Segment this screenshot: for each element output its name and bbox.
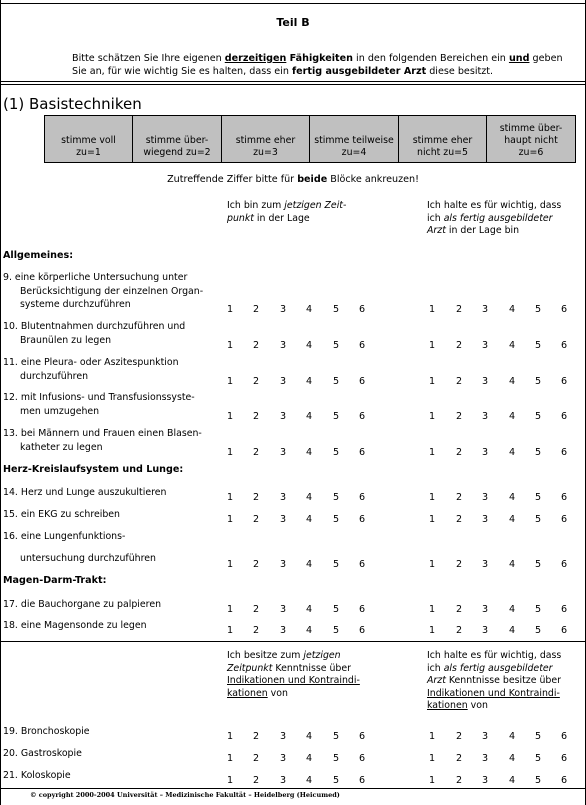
rating-option-left-4[interactable]: 4 [306, 304, 313, 315]
rating-option-left-6[interactable]: 6 [359, 447, 366, 458]
question-text-line: Berücksichtigung der einzelnen Organ- [20, 285, 204, 297]
rating-option-left-1[interactable]: 1 [227, 625, 234, 636]
rating-option-right-5[interactable]: 5 [535, 731, 542, 742]
rating-option-right-4[interactable]: 4 [509, 731, 516, 742]
rating-option-left-5[interactable]: 5 [333, 340, 340, 351]
rating-option-left-4[interactable]: 4 [306, 559, 313, 570]
question-item [3, 356, 218, 383]
question-text-line: untersuchung durchzuführen [20, 552, 156, 564]
question-text-line: 14. Herz und Lunge auszukultieren [3, 487, 167, 498]
rating-option-right-6[interactable]: 6 [561, 304, 568, 315]
rating-option-left-2[interactable]: 2 [253, 625, 260, 636]
question-text-line: 18. eine Magensonde zu legen [3, 620, 147, 631]
question-item [3, 427, 218, 454]
question-text-line: 15. ein EKG zu schreiben [3, 509, 121, 520]
rating-option-right-6[interactable]: 6 [561, 753, 568, 764]
rating-option-right-4[interactable]: 4 [509, 625, 516, 636]
rating-option-left-6[interactable]: 6 [359, 731, 366, 742]
rating-option-left-1[interactable]: 1 [227, 559, 234, 570]
rating-option-left-5[interactable]: 5 [333, 775, 340, 786]
rating-option-left-3[interactable]: 3 [280, 604, 287, 615]
question-text-line: 9. eine körperliche Untersuchung unter [3, 272, 188, 283]
question-item [3, 320, 218, 347]
rating-option-left-3[interactable]: 3 [280, 492, 287, 503]
header-divider-1 [0, 81, 586, 82]
rating-option-right-2[interactable]: 2 [456, 376, 463, 387]
rating-option-right-3[interactable]: 3 [482, 775, 489, 786]
rating-option-right-1[interactable]: 1 [429, 514, 436, 525]
rating-option-right-5[interactable]: 5 [535, 492, 542, 503]
top-divider [0, 3, 586, 4]
rating-option-left-6[interactable]: 6 [359, 604, 366, 615]
question-item [3, 391, 218, 418]
rating-option-left-2[interactable]: 2 [253, 340, 260, 351]
rating-option-right-3[interactable]: 3 [482, 753, 489, 764]
rating-option-right-1[interactable]: 1 [429, 304, 436, 315]
question-text-line: 20. Gastroskopie [3, 748, 82, 759]
rating-option-left-2[interactable]: 2 [253, 775, 260, 786]
rating-option-left-4[interactable]: 4 [306, 604, 313, 615]
rating-option-left-2[interactable]: 2 [253, 604, 260, 615]
rating-option-right-1[interactable]: 1 [429, 340, 436, 351]
rating-option-right-6[interactable]: 6 [561, 447, 568, 458]
rating-option-left-5[interactable]: 5 [333, 753, 340, 764]
rating-option-left-1[interactable]: 1 [227, 775, 234, 786]
rating-option-left-4[interactable]: 4 [306, 340, 313, 351]
rating-option-left-3[interactable]: 3 [280, 731, 287, 742]
question-item [3, 747, 218, 761]
rating-option-left-1[interactable]: 1 [227, 604, 234, 615]
question-item [3, 486, 218, 500]
question-item [3, 619, 218, 633]
rating-option-left-6[interactable]: 6 [359, 775, 366, 786]
rating-option-right-3[interactable]: 3 [482, 625, 489, 636]
rating-option-right-1[interactable]: 1 [429, 376, 436, 387]
rating-option-left-3[interactable]: 3 [280, 411, 287, 422]
rating-option-left-5[interactable]: 5 [333, 411, 340, 422]
question-text-line: 21. Koloskopie [3, 770, 71, 781]
rating-option-right-5[interactable]: 5 [535, 447, 542, 458]
block1-right-heading: Ich halte es für wichtig, dass ich als fertig ausgebildeter Arzt in der Lage bin [427, 200, 562, 236]
rating-option-right-6[interactable]: 6 [561, 514, 568, 525]
rating-option-left-4[interactable]: 4 [306, 492, 313, 503]
rating-option-left-4[interactable]: 4 [306, 753, 313, 764]
rating-option-right-6[interactable]: 6 [561, 376, 568, 387]
rating-option-left-6[interactable]: 6 [359, 376, 366, 387]
rating-option-right-4[interactable]: 4 [509, 514, 516, 525]
rating-option-right-3[interactable]: 3 [482, 604, 489, 615]
question-text-line [3, 544, 218, 552]
rating-option-left-5[interactable]: 5 [333, 731, 340, 742]
category-allgemeines: Allgemeines: [3, 250, 74, 261]
rating-option-right-6[interactable]: 6 [561, 559, 568, 570]
rating-option-right-5[interactable]: 5 [535, 559, 542, 570]
rating-option-right-1[interactable]: 1 [429, 492, 436, 503]
rating-option-left-6[interactable]: 6 [359, 492, 366, 503]
rating-option-left-3[interactable]: 3 [280, 775, 287, 786]
scale-cell-1: stimme voll zu=1 [44, 115, 133, 163]
rating-option-left-4[interactable]: 4 [306, 411, 313, 422]
question-item [3, 271, 218, 312]
question-text-line: 12. mit Infusions- und Transfusionssyste- [3, 392, 195, 403]
question-item [3, 530, 218, 565]
rating-option-right-2[interactable]: 2 [456, 559, 463, 570]
rating-option-right-4[interactable]: 4 [509, 304, 516, 315]
bottom-divider [0, 788, 586, 789]
block1-left-heading: Ich bin zum jetzigen Zeit- punkt in der Lage [227, 200, 347, 224]
rating-option-right-4[interactable]: 4 [509, 604, 516, 615]
rating-option-right-6[interactable]: 6 [561, 775, 568, 786]
rating-option-left-6[interactable]: 6 [359, 340, 366, 351]
rating-option-right-2[interactable]: 2 [456, 753, 463, 764]
question-text-line: durchzuführen [20, 370, 89, 382]
rating-option-left-3[interactable]: 3 [280, 559, 287, 570]
question-text-line: 19. Bronchoskopie [3, 726, 90, 737]
rating-option-left-1[interactable]: 1 [227, 376, 234, 387]
instruction-text: Zutreffende Ziffer bitte für beide Blöcke ankreuzen! [167, 174, 419, 185]
rating-option-right-6[interactable]: 6 [561, 625, 568, 636]
rating-option-right-3[interactable]: 3 [482, 376, 489, 387]
rating-option-right-4[interactable]: 4 [509, 411, 516, 422]
rating-option-left-1[interactable]: 1 [227, 340, 234, 351]
rating-option-right-2[interactable]: 2 [456, 625, 463, 636]
rating-option-right-1[interactable]: 1 [429, 775, 436, 786]
rating-option-left-2[interactable]: 2 [253, 411, 260, 422]
rating-option-left-5[interactable]: 5 [333, 304, 340, 315]
rating-option-right-5[interactable]: 5 [535, 376, 542, 387]
rating-option-left-4[interactable]: 4 [306, 625, 313, 636]
rating-option-left-5[interactable]: 5 [333, 514, 340, 525]
rating-option-right-1[interactable]: 1 [429, 559, 436, 570]
block2-left-heading: Ich besitze zum jetzigen Zeitpunkt Kenntnisse über Indikationen und Kontraindi- kationen von [227, 650, 360, 699]
rating-option-left-5[interactable]: 5 [333, 492, 340, 503]
rating-option-right-6[interactable]: 6 [561, 492, 568, 503]
scale-cell-2: stimme über- wiegend zu=2 [132, 115, 222, 163]
rating-option-left-6[interactable]: 6 [359, 304, 366, 315]
rating-option-right-3[interactable]: 3 [482, 411, 489, 422]
rating-option-left-6[interactable]: 6 [359, 625, 366, 636]
left-border [0, 0, 1, 805]
rating-option-left-5[interactable]: 5 [333, 604, 340, 615]
rating-option-right-5[interactable]: 5 [535, 304, 542, 315]
rating-option-left-5[interactable]: 5 [333, 559, 340, 570]
rating-option-right-5[interactable]: 5 [535, 411, 542, 422]
rating-option-right-4[interactable]: 4 [509, 559, 516, 570]
rating-option-right-3[interactable]: 3 [482, 447, 489, 458]
question-text-line: Braunülen zu legen [20, 334, 112, 346]
rating-scale [45, 115, 576, 163]
rating-option-left-6[interactable]: 6 [359, 411, 366, 422]
question-item [3, 725, 218, 739]
rating-option-right-1[interactable]: 1 [429, 753, 436, 764]
rating-option-right-5[interactable]: 5 [535, 625, 542, 636]
question-text-line: 16. eine Lungenfunktions- [3, 531, 126, 542]
question-text-line: 11. eine Pleura- oder Aszitespunktion [3, 357, 179, 368]
rating-option-right-6[interactable]: 6 [561, 604, 568, 615]
rating-option-right-4[interactable]: 4 [509, 775, 516, 786]
rating-option-right-6[interactable]: 6 [561, 340, 568, 351]
rating-option-left-5[interactable]: 5 [333, 625, 340, 636]
rating-option-left-1[interactable]: 1 [227, 492, 234, 503]
rating-option-left-4[interactable]: 4 [306, 447, 313, 458]
rating-option-right-1[interactable]: 1 [429, 604, 436, 615]
rating-option-right-1[interactable]: 1 [429, 731, 436, 742]
rating-option-left-2[interactable]: 2 [253, 514, 260, 525]
rating-option-right-3[interactable]: 3 [482, 731, 489, 742]
rating-option-right-5[interactable]: 5 [535, 604, 542, 615]
rating-option-right-2[interactable]: 2 [456, 775, 463, 786]
rating-option-right-6[interactable]: 6 [561, 411, 568, 422]
category-herz-kreislauf: Herz-Kreislaufsystem und Lunge: [3, 464, 184, 475]
scale-cell-4: stimme teilweise zu=4 [309, 115, 399, 163]
rating-option-left-3[interactable]: 3 [280, 447, 287, 458]
rating-option-right-2[interactable]: 2 [456, 411, 463, 422]
rating-option-left-4[interactable]: 4 [306, 731, 313, 742]
category-magen-darm: Magen-Darm-Trakt: [3, 575, 107, 586]
rating-option-left-2[interactable]: 2 [253, 304, 260, 315]
question-text-line: 10. Blutentnahmen durchzuführen und [3, 321, 186, 332]
scale-cell-6: stimme über- haupt nicht zu=6 [486, 115, 576, 163]
rating-option-left-3[interactable]: 3 [280, 514, 287, 525]
scale-cell-3: stimme eher zu=3 [221, 115, 310, 163]
rating-option-left-2[interactable]: 2 [253, 492, 260, 503]
rating-option-left-6[interactable]: 6 [359, 559, 366, 570]
rating-option-right-2[interactable]: 2 [456, 447, 463, 458]
rating-option-left-1[interactable]: 1 [227, 514, 234, 525]
rating-option-right-1[interactable]: 1 [429, 447, 436, 458]
rating-option-right-4[interactable]: 4 [509, 376, 516, 387]
rating-option-right-2[interactable]: 2 [456, 492, 463, 503]
rating-option-left-1[interactable]: 1 [227, 411, 234, 422]
rating-option-right-2[interactable]: 2 [456, 514, 463, 525]
rating-option-right-2[interactable]: 2 [456, 604, 463, 615]
header-divider-2 [0, 84, 586, 85]
rating-option-right-4[interactable]: 4 [509, 447, 516, 458]
copyright-footer: © copyright 2000-2004 Universität – Medizinische Fakultät – Heidelberg (Heicumed) [30, 791, 340, 799]
rating-option-left-4[interactable]: 4 [306, 514, 313, 525]
rating-option-left-1[interactable]: 1 [227, 731, 234, 742]
question-item [3, 769, 218, 783]
rating-option-right-3[interactable]: 3 [482, 559, 489, 570]
question-text-line: 13. bei Männern und Frauen einen Blasen- [3, 428, 202, 439]
rating-option-left-1[interactable]: 1 [227, 753, 234, 764]
rating-option-left-4[interactable]: 4 [306, 775, 313, 786]
intro-text: Bitte schätzen Sie Ihre eigenen derzeitigen Fähigkeiten in den folgenden Bereichen ein und geben Sie an, für wie wichtig Sie es halten, dass ein fertig ausgebildeter Arzt diese besitzt. [72, 53, 563, 77]
rating-option-right-3[interactable]: 3 [482, 492, 489, 503]
question-text-line: systeme durchzuführen [20, 299, 131, 310]
rating-option-right-5[interactable]: 5 [535, 753, 542, 764]
rating-option-left-3[interactable]: 3 [280, 376, 287, 387]
block-divider [0, 641, 586, 642]
rating-option-right-3[interactable]: 3 [482, 514, 489, 525]
rating-option-left-2[interactable]: 2 [253, 559, 260, 570]
rating-option-right-6[interactable]: 6 [561, 731, 568, 742]
rating-option-left-3[interactable]: 3 [280, 304, 287, 315]
rating-option-left-1[interactable]: 1 [227, 304, 234, 315]
rating-option-right-1[interactable]: 1 [429, 625, 436, 636]
page-title: Teil B [276, 16, 310, 29]
rating-option-left-3[interactable]: 3 [280, 753, 287, 764]
rating-option-right-2[interactable]: 2 [456, 304, 463, 315]
scale-cell-5: stimme eher nicht zu=5 [398, 115, 487, 163]
rating-option-right-2[interactable]: 2 [456, 340, 463, 351]
question-text-line: katheter zu legen [20, 441, 103, 453]
rating-option-right-4[interactable]: 4 [509, 753, 516, 764]
question-text-line: men umzugehen [20, 405, 100, 417]
rating-option-right-4[interactable]: 4 [509, 492, 516, 503]
rating-option-right-5[interactable]: 5 [535, 775, 542, 786]
rating-option-left-3[interactable]: 3 [280, 340, 287, 351]
rating-option-right-5[interactable]: 5 [535, 340, 542, 351]
question-item [3, 508, 218, 522]
rating-option-left-2[interactable]: 2 [253, 753, 260, 764]
rating-option-left-2[interactable]: 2 [253, 447, 260, 458]
rating-option-left-5[interactable]: 5 [333, 376, 340, 387]
rating-option-right-5[interactable]: 5 [535, 514, 542, 525]
rating-option-left-3[interactable]: 3 [280, 625, 287, 636]
question-text-line: 17. die Bauchorgane zu palpieren [3, 599, 162, 610]
rating-option-right-4[interactable]: 4 [509, 340, 516, 351]
question-item [3, 598, 218, 612]
rating-option-left-6[interactable]: 6 [359, 753, 366, 764]
block2-right-heading: Ich halte es für wichtig, dass ich als fertig ausgebildeter Arzt Kenntnisse besitze über Indikationen und Kontraindi- kationen von [427, 650, 562, 711]
section-title: (1) Basistechniken [3, 95, 142, 113]
rating-option-right-3[interactable]: 3 [482, 340, 489, 351]
rating-option-left-2[interactable]: 2 [253, 731, 260, 742]
rating-option-left-2[interactable]: 2 [253, 376, 260, 387]
rating-option-right-3[interactable]: 3 [482, 304, 489, 315]
rating-option-right-2[interactable]: 2 [456, 731, 463, 742]
rating-option-left-4[interactable]: 4 [306, 376, 313, 387]
rating-option-left-1[interactable]: 1 [227, 447, 234, 458]
rating-option-left-6[interactable]: 6 [359, 514, 366, 525]
rating-option-right-1[interactable]: 1 [429, 411, 436, 422]
rating-option-left-5[interactable]: 5 [333, 447, 340, 458]
